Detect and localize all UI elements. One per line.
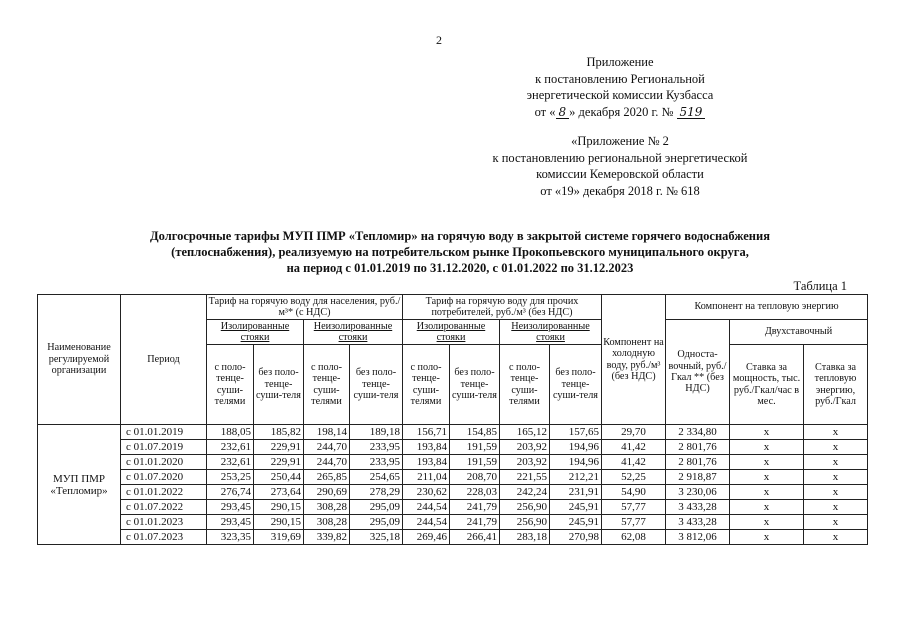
cell-energy-rate: х	[804, 455, 868, 470]
cell-oth-ins-with: 211,04	[403, 470, 450, 485]
cell-oth-non-with: 203,92	[500, 440, 550, 455]
cell-cold-water: 54,90	[602, 485, 666, 500]
header-with-dryers: с поло-тенце-суши-телями	[500, 345, 550, 425]
cell-oth-ins-without: 208,70	[450, 470, 500, 485]
handwritten-day: 8	[556, 106, 570, 119]
table-row	[38, 470, 868, 485]
table-label: Таблица 1	[793, 279, 847, 293]
cell-pop-non-with: 308,28	[304, 515, 350, 530]
cell-energy-rate: х	[804, 470, 868, 485]
cell-pop-non-without: 278,29	[350, 485, 403, 500]
cell-pop-ins-with: 293,45	[207, 515, 254, 530]
period-cell: с 01.01.2022	[121, 485, 207, 500]
cell-pop-ins-without: 319,69	[254, 530, 304, 545]
appendix-1-line: к постановлению Региональной	[535, 71, 705, 86]
cell-pop-non-with: 265,85	[304, 470, 350, 485]
cell-oth-non-with: 203,92	[500, 455, 550, 470]
cell-cold-water: 41,42	[602, 455, 666, 470]
header-without-dryers: без поло-тенце-суши-теля	[450, 345, 500, 425]
header-with-dryers: с поло-тенце-суши-телями	[207, 345, 254, 425]
cell-single-rate: 2 801,76	[666, 455, 730, 470]
header-cold-water: Компонент на холодную воду, руб./м³ (без НДС)	[602, 295, 666, 425]
appendix-2-line: от «19» декабря 2018 г. № 618	[540, 183, 700, 198]
cell-oth-ins-with: 193,84	[403, 440, 450, 455]
date-middle: » декабря 2020 г. №	[569, 104, 674, 119]
header-without-dryers: без поло-тенце-суши-теля	[254, 345, 304, 425]
cell-cold-water: 41,42	[602, 440, 666, 455]
cell-pop-ins-without: 290,15	[254, 515, 304, 530]
cell-pop-non-without: 325,18	[350, 530, 403, 545]
cell-energy-rate: х	[804, 500, 868, 515]
cell-oth-non-with: 221,55	[500, 470, 550, 485]
appendix-2-line: «Приложение № 2	[571, 134, 669, 148]
cell-pop-ins-with: 253,25	[207, 470, 254, 485]
cell-cold-water: 62,08	[602, 530, 666, 545]
cell-pop-non-with: 290,69	[304, 485, 350, 500]
cell-oth-ins-without: 228,03	[450, 485, 500, 500]
appendix-1-block	[470, 54, 770, 120]
period-cell: с 01.07.2023	[121, 530, 207, 545]
header-single-rate: Односта-вочный, руб./Гкал ** (без НДС)	[666, 320, 730, 425]
cell-oth-ins-with: 244,54	[403, 500, 450, 515]
cell-pop-ins-with: 188,05	[207, 425, 254, 440]
appendix-1-line: Приложение	[586, 55, 654, 69]
cell-pop-ins-without: 273,64	[254, 485, 304, 500]
cell-pop-ins-without: 290,15	[254, 500, 304, 515]
cell-pop-non-without: 233,95	[350, 455, 403, 470]
cell-oth-non-without: 212,21	[550, 470, 602, 485]
header-energy-rate: Ставка за тепловую энергию, руб./Гкал	[804, 345, 868, 425]
title-line: Долгосрочные тарифы МУП ПМР «Тепломир» на горячую воду в закрытой системе горячего водоснабжения	[150, 229, 770, 243]
cell-cold-water: 57,77	[602, 500, 666, 515]
cell-capacity-rate: х	[730, 455, 804, 470]
table-body	[38, 425, 868, 545]
cell-pop-non-without: 295,09	[350, 515, 403, 530]
header-population-tariff: Тариф на горячую воду для населения, руб./м³* (с НДС)	[207, 295, 403, 320]
cell-oth-non-with: 242,24	[500, 485, 550, 500]
cell-pop-non-with: 339,82	[304, 530, 350, 545]
cell-oth-non-without: 194,96	[550, 455, 602, 470]
table-row	[38, 455, 868, 470]
cell-capacity-rate: х	[730, 530, 804, 545]
appendix-2-block	[470, 133, 770, 199]
header-with-dryers: с поло-тенце-суши-телями	[403, 345, 450, 425]
cell-capacity-rate: х	[730, 485, 804, 500]
period-cell: с 01.01.2020	[121, 455, 207, 470]
header-capacity-rate: Ставка за мощность, тыс. руб./Гкал/час в мес.	[730, 345, 804, 425]
cell-cold-water: 57,77	[602, 515, 666, 530]
cell-oth-ins-with: 269,46	[403, 530, 450, 545]
cell-oth-non-with: 256,90	[500, 515, 550, 530]
period-cell: с 01.01.2023	[121, 515, 207, 530]
cell-oth-ins-with: 230,62	[403, 485, 450, 500]
cell-pop-ins-without: 229,91	[254, 455, 304, 470]
cell-energy-rate: х	[804, 530, 868, 545]
table-row	[38, 500, 868, 515]
cell-oth-non-with: 165,12	[500, 425, 550, 440]
cell-energy-rate: х	[804, 485, 868, 500]
cell-single-rate: 3 433,28	[666, 500, 730, 515]
cell-capacity-rate: х	[730, 470, 804, 485]
header-other-tariff: Тариф на горячую воду для прочих потребителей, руб./м³ (без НДС)	[403, 295, 602, 320]
cell-oth-ins-without: 241,79	[450, 515, 500, 530]
table-row	[38, 425, 868, 440]
table-row	[38, 440, 868, 455]
table-row	[38, 515, 868, 530]
header-non-insulated: Неизолированные стояки	[304, 320, 403, 345]
cell-pop-non-without: 295,09	[350, 500, 403, 515]
tariff-table	[37, 294, 868, 545]
table-row	[38, 530, 868, 545]
period-cell: с 01.01.2019	[121, 425, 207, 440]
cell-oth-ins-without: 191,59	[450, 455, 500, 470]
title-line: на период с 01.01.2019 по 31.12.2020, с 01.01.2022 по 31.12.2023	[286, 261, 634, 275]
cell-oth-ins-without: 241,79	[450, 500, 500, 515]
header-with-dryers: с поло-тенце-суши-телями	[304, 345, 350, 425]
cell-single-rate: 3 433,28	[666, 515, 730, 530]
cell-capacity-rate: х	[730, 440, 804, 455]
cell-oth-non-with: 283,18	[500, 530, 550, 545]
cell-pop-ins-with: 323,35	[207, 530, 254, 545]
handwritten-number: 519	[677, 106, 706, 119]
cell-energy-rate: х	[804, 440, 868, 455]
header-non-insulated: Неизолированные стояки	[500, 320, 602, 345]
cell-oth-ins-with: 156,71	[403, 425, 450, 440]
cell-capacity-rate: х	[730, 500, 804, 515]
period-cell: с 01.07.2019	[121, 440, 207, 455]
cell-oth-non-with: 256,90	[500, 500, 550, 515]
cell-oth-ins-without: 154,85	[450, 425, 500, 440]
header-period: Период	[121, 295, 207, 425]
cell-single-rate: 3 812,06	[666, 530, 730, 545]
date-prefix: от «	[534, 104, 556, 119]
cell-oth-ins-with: 193,84	[403, 455, 450, 470]
cell-oth-non-without: 157,65	[550, 425, 602, 440]
cell-pop-non-with: 198,14	[304, 425, 350, 440]
header-heat-component: Компонент на тепловую энергию	[666, 295, 868, 320]
cell-pop-non-with: 244,70	[304, 455, 350, 470]
cell-pop-ins-without: 250,44	[254, 470, 304, 485]
header-without-dryers: без поло-тенце-суши-теля	[350, 345, 403, 425]
cell-pop-ins-with: 232,61	[207, 455, 254, 470]
header-organization: Наименование регулируемой организации	[38, 295, 121, 425]
appendix-1-date-line	[470, 104, 770, 121]
cell-oth-non-without: 245,91	[550, 515, 602, 530]
header-without-dryers: без поло-тенце-суши-теля	[550, 345, 602, 425]
cell-pop-non-with: 244,70	[304, 440, 350, 455]
cell-pop-ins-without: 185,82	[254, 425, 304, 440]
cell-oth-non-without: 194,96	[550, 440, 602, 455]
cell-capacity-rate: х	[730, 425, 804, 440]
cell-pop-ins-without: 229,91	[254, 440, 304, 455]
cell-single-rate: 2 334,80	[666, 425, 730, 440]
cell-pop-ins-with: 276,74	[207, 485, 254, 500]
cell-energy-rate: х	[804, 425, 868, 440]
cell-single-rate: 3 230,06	[666, 485, 730, 500]
appendix-2-line: комиссии Кемеровской области	[536, 167, 704, 181]
title-line: (теплоснабжения), реализуемую на потребительском рынке Прокопьевского муниципального округа,	[171, 245, 749, 259]
cell-single-rate: 2 918,87	[666, 470, 730, 485]
cell-cold-water: 52,25	[602, 470, 666, 485]
cell-oth-non-without: 270,98	[550, 530, 602, 545]
cell-pop-non-without: 233,95	[350, 440, 403, 455]
table-row	[38, 485, 868, 500]
cell-oth-ins-without: 266,41	[450, 530, 500, 545]
cell-oth-ins-with: 244,54	[403, 515, 450, 530]
header-insulated: Изолированные стояки	[207, 320, 304, 345]
cell-capacity-rate: х	[730, 515, 804, 530]
cell-pop-non-without: 254,65	[350, 470, 403, 485]
cell-pop-ins-with: 232,61	[207, 440, 254, 455]
appendix-1-line: энергетической комиссии Кузбасса	[526, 88, 714, 102]
header-insulated: Изолированные стояки	[403, 320, 500, 345]
appendix-2-line: к постановлению региональной энергетической	[492, 150, 748, 165]
cell-oth-ins-without: 191,59	[450, 440, 500, 455]
organization-cell: МУП ПМР «Тепломир»	[38, 425, 121, 545]
cell-oth-non-without: 231,91	[550, 485, 602, 500]
cell-pop-non-without: 189,18	[350, 425, 403, 440]
period-cell: с 01.07.2022	[121, 500, 207, 515]
period-cell: с 01.07.2020	[121, 470, 207, 485]
document-title	[40, 228, 880, 276]
cell-oth-non-without: 245,91	[550, 500, 602, 515]
cell-cold-water: 29,70	[602, 425, 666, 440]
page-number: 2	[436, 33, 442, 47]
cell-pop-ins-with: 293,45	[207, 500, 254, 515]
header-two-rate: Двухставочный	[730, 320, 868, 345]
cell-energy-rate: х	[804, 515, 868, 530]
cell-pop-non-with: 308,28	[304, 500, 350, 515]
cell-single-rate: 2 801,76	[666, 440, 730, 455]
